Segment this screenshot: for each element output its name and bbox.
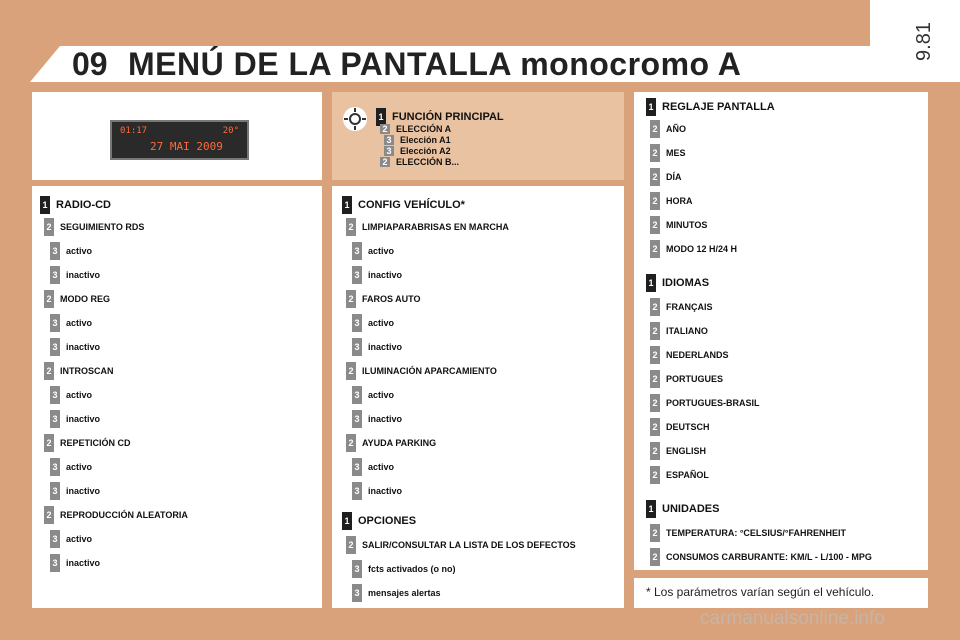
- level-badge: 3: [352, 584, 362, 602]
- level-badge: 2: [650, 240, 660, 258]
- config-panel: [332, 186, 624, 608]
- menu-item: [352, 314, 394, 332]
- level-badge: 2: [380, 124, 390, 134]
- menu-item-label: HORA: [666, 196, 693, 206]
- level-badge: 1: [646, 274, 656, 292]
- level-badge: 3: [50, 242, 60, 260]
- menu-item: [346, 536, 576, 554]
- menu-item: [352, 242, 394, 260]
- level-badge: 2: [650, 346, 660, 364]
- level-badge: 2: [650, 524, 660, 542]
- level-badge: 2: [650, 466, 660, 484]
- menu-item: [650, 216, 707, 234]
- level-badge: 2: [44, 434, 54, 452]
- menu-item: [650, 298, 713, 316]
- level-badge: 2: [650, 144, 660, 162]
- menu-item-label: AYUDA PARKING: [362, 438, 437, 448]
- menu-item: [50, 314, 92, 332]
- menu-item: [380, 124, 451, 134]
- menu-item-label: MODO REG: [60, 294, 111, 304]
- menu-item: [352, 584, 441, 602]
- level-badge: 1: [646, 98, 656, 116]
- level-badge: 2: [650, 370, 660, 388]
- footnote: * Los parámetros varían según el vehículo.: [634, 578, 928, 608]
- menu-item-label: inactivo: [66, 270, 101, 280]
- menu-item: [50, 242, 92, 260]
- menu-item-label: inactivo: [368, 342, 403, 352]
- menu-item: [50, 458, 92, 476]
- menu-item-label: MINUTOS: [666, 220, 708, 230]
- menu-item: [384, 146, 451, 156]
- level-badge: 2: [346, 218, 356, 236]
- radio-cd-title: 1 RADIO-CD: [40, 196, 111, 214]
- level-badge: 2: [346, 536, 356, 554]
- level-badge: 2: [650, 322, 660, 340]
- menu-item: [650, 370, 723, 388]
- level-badge: 2: [346, 362, 356, 380]
- menu-item: [650, 168, 682, 186]
- menu-item: [352, 386, 394, 404]
- menu-item-label: activo: [368, 246, 395, 256]
- menu-item-label: activo: [66, 534, 93, 544]
- menu-item: [352, 482, 402, 500]
- menu-item: [352, 458, 394, 476]
- menu-item: [352, 266, 402, 284]
- menu-item: [650, 548, 872, 566]
- level-badge: 3: [352, 482, 362, 500]
- menu-item-label: Elección A2: [400, 146, 451, 156]
- level-badge: 1: [376, 108, 386, 126]
- menu-item-label: inactivo: [66, 342, 101, 352]
- level-badge: 2: [650, 418, 660, 436]
- menu-item: [650, 144, 686, 162]
- menu-item-label: FAROS AUTO: [362, 294, 421, 304]
- level-badge: 3: [50, 314, 60, 332]
- menu-item: [346, 218, 509, 236]
- page-title: MENÚ DE LA PANTALLA monocromo A: [128, 46, 742, 82]
- level-badge: 2: [380, 157, 390, 167]
- menu-item: [44, 362, 114, 380]
- menu-item-label: inactivo: [66, 414, 101, 424]
- menu-item-label: activo: [66, 318, 93, 328]
- menu-item: [650, 322, 708, 340]
- menu-item-label: activo: [66, 390, 93, 400]
- page-number: 9.81: [912, 22, 935, 61]
- menu-item: [352, 410, 402, 428]
- main-function-panel: [332, 92, 624, 180]
- display-time: 01:17: [120, 126, 148, 136]
- level-badge: 1: [646, 500, 656, 518]
- screen-title: 1 REGLAJE PANTALLA: [646, 98, 775, 116]
- level-badge: 3: [50, 530, 60, 548]
- menu-item-label: PORTUGUES: [666, 374, 724, 384]
- level-badge: 2: [44, 362, 54, 380]
- menu-item-label: DEUTSCH: [666, 422, 710, 432]
- display-date: 27 MAI 2009: [150, 140, 223, 153]
- menu-item-label: ELECCIÓN B...: [396, 157, 460, 167]
- menu-item: [650, 442, 706, 460]
- level-badge: 1: [342, 196, 352, 214]
- level-badge: 3: [50, 410, 60, 428]
- menu-item-label: FRANÇAIS: [666, 302, 713, 312]
- level-badge: 3: [352, 314, 362, 332]
- menu-item-label: MODO 12 H/24 H: [666, 244, 738, 254]
- menu-item-label: TEMPERATURA: °CELSIUS/°FAHRENHEIT: [666, 528, 847, 538]
- main-function-title: 1 FUNCIÓN PRINCIPAL: [376, 108, 504, 126]
- radio-cd-panel: [32, 186, 322, 608]
- menu-item: [346, 362, 497, 380]
- level-badge: 2: [650, 192, 660, 210]
- menu-item-label: SEGUIMIENTO RDS: [60, 222, 145, 232]
- level-badge: 3: [50, 386, 60, 404]
- level-badge: 3: [384, 135, 394, 145]
- menu-item-label: inactivo: [368, 414, 403, 424]
- menu-item: [346, 290, 421, 308]
- menu-item: [50, 530, 92, 548]
- menu-item-label: activo: [368, 462, 395, 472]
- level-badge: 2: [650, 298, 660, 316]
- level-badge: 3: [352, 560, 362, 578]
- display-temp: 20°: [222, 126, 239, 136]
- languages-title: 1 IDIOMAS: [646, 274, 709, 292]
- menu-item-label: LIMPIAPARABRISAS EN MARCHA: [362, 222, 509, 232]
- menu-item: [44, 506, 188, 524]
- level-badge: 2: [44, 506, 54, 524]
- chapter-number: 09: [72, 46, 108, 82]
- menu-item-label: ILUMINACIÓN APARCAMIENTO: [362, 366, 497, 376]
- units-title: 1 UNIDADES: [646, 500, 719, 518]
- level-badge: 2: [650, 548, 660, 566]
- menu-item: [650, 466, 709, 484]
- menu-item-label: inactivo: [66, 558, 101, 568]
- menu-item-label: activo: [66, 462, 93, 472]
- menu-item: [50, 266, 100, 284]
- menu-item: [44, 434, 131, 452]
- menu-item-label: inactivo: [66, 486, 101, 496]
- menu-item: [650, 418, 710, 436]
- level-badge: 3: [352, 458, 362, 476]
- menu-item: [650, 192, 693, 210]
- menu-item: [384, 135, 451, 145]
- menu-item: [346, 434, 436, 452]
- level-badge: 3: [352, 410, 362, 428]
- menu-item-label: DÍA: [666, 172, 682, 182]
- menu-item: [50, 410, 100, 428]
- config-title: 1 CONFIG VEHÍCULO*: [342, 196, 465, 214]
- menu-item: [44, 218, 144, 236]
- menu-item: [650, 346, 729, 364]
- level-badge: 2: [650, 216, 660, 234]
- level-badge: 3: [352, 242, 362, 260]
- light-icon: [342, 106, 368, 132]
- level-badge: 2: [650, 394, 660, 412]
- level-badge: 2: [44, 218, 54, 236]
- menu-item-label: ESPAÑOL: [666, 470, 709, 480]
- menu-item-label: activo: [368, 390, 395, 400]
- menu-item-label: REPETICIÓN CD: [60, 438, 131, 448]
- menu-item-label: AÑO: [666, 124, 686, 134]
- menu-item: [50, 554, 100, 572]
- level-badge: 3: [352, 266, 362, 284]
- menu-item-label: CONSUMOS CARBURANTE: KM/L - L/100 - MPG: [666, 552, 872, 562]
- level-badge: 1: [342, 512, 352, 530]
- menu-item-label: Elección A1: [400, 135, 451, 145]
- menu-item: [50, 386, 92, 404]
- menu-item-label: inactivo: [368, 270, 403, 280]
- level-badge: 3: [50, 482, 60, 500]
- level-badge: 3: [352, 386, 362, 404]
- menu-item: [650, 524, 846, 542]
- menu-item: [380, 157, 459, 167]
- level-badge: 2: [650, 442, 660, 460]
- options-title: 1 OPCIONES: [342, 512, 416, 530]
- menu-item-label: SALIR/CONSULTAR LA LISTA DE LOS DEFECTOS: [362, 540, 576, 550]
- monochrome-display: [110, 120, 249, 160]
- menu-item-label: fcts activados (o no): [368, 564, 456, 574]
- level-badge: 3: [50, 338, 60, 356]
- level-badge: 2: [346, 434, 356, 452]
- level-badge: 3: [50, 266, 60, 284]
- level-badge: 2: [650, 168, 660, 186]
- menu-item: [650, 240, 737, 258]
- menu-item: [44, 290, 110, 308]
- level-badge: 2: [44, 290, 54, 308]
- menu-item-label: ELECCIÓN A: [396, 124, 452, 134]
- menu-item-label: MES: [666, 148, 686, 158]
- menu-item: [352, 338, 402, 356]
- level-badge: 1: [40, 196, 50, 214]
- menu-item-label: activo: [66, 246, 93, 256]
- level-badge: 3: [384, 146, 394, 156]
- menu-item-label: PORTUGUES-BRASIL: [666, 398, 760, 408]
- level-badge: 3: [50, 458, 60, 476]
- level-badge: 3: [50, 554, 60, 572]
- menu-item-label: inactivo: [368, 486, 403, 496]
- menu-item-label: REPRODUCCIÓN ALEATORIA: [60, 510, 188, 520]
- menu-item: [50, 338, 100, 356]
- watermark: carmanualsonline.info: [700, 608, 885, 629]
- level-badge: 2: [650, 120, 660, 138]
- settings-panel: [634, 92, 928, 570]
- display-panel: [32, 92, 322, 180]
- menu-item: [650, 120, 686, 138]
- menu-item-label: NEDERLANDS: [666, 350, 729, 360]
- menu-item: [650, 394, 760, 412]
- menu-item-label: ENGLISH: [666, 446, 707, 456]
- menu-item-label: ITALIANO: [666, 326, 708, 336]
- level-badge: 3: [352, 338, 362, 356]
- menu-item-label: INTROSCAN: [60, 366, 114, 376]
- menu-item: [352, 560, 456, 578]
- menu-item: [50, 482, 100, 500]
- menu-item-label: mensajes alertas: [368, 588, 441, 598]
- level-badge: 2: [346, 290, 356, 308]
- menu-item-label: activo: [368, 318, 395, 328]
